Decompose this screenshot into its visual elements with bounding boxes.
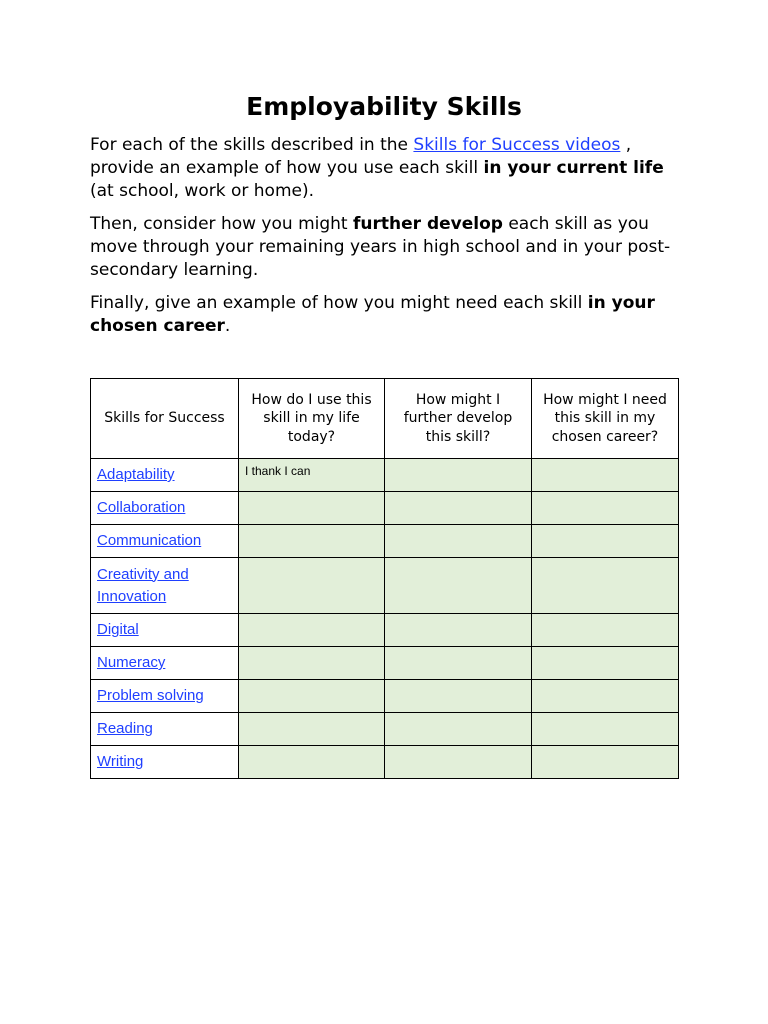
skill-link-digital[interactable]: Digital — [97, 621, 139, 638]
table-row — [91, 647, 679, 680]
answer-cell-career[interactable] — [532, 614, 679, 647]
answer-cell-career[interactable] — [532, 713, 679, 746]
skill-cell — [91, 680, 239, 713]
intro-p3-text-after: . — [224, 316, 231, 336]
skill-link-problem-solving[interactable]: Problem solving — [97, 687, 204, 704]
intro-paragraph-2 — [90, 213, 690, 282]
skill-link-numeracy[interactable]: Numeracy — [97, 654, 166, 671]
intro-p2-text-before: Then, consider how you might — [90, 214, 353, 234]
page-title: Employability Skills — [246, 92, 522, 121]
answer-cell-develop[interactable] — [385, 713, 532, 746]
header-chosen-career: How might I need this skill in my chosen career? — [532, 379, 679, 459]
answer-cell-today[interactable] — [239, 680, 385, 713]
intro-p3-text-before: Finally, give an example of how you might need each skill — [90, 293, 588, 313]
answer-cell-career[interactable] — [532, 459, 679, 492]
answer-cell-today[interactable] — [239, 558, 385, 614]
skill-cell — [91, 647, 239, 680]
answer-cell-today[interactable] — [239, 713, 385, 746]
table-row — [91, 492, 679, 525]
intro-paragraph-3 — [90, 292, 690, 338]
table-row — [91, 680, 679, 713]
answer-cell-today[interactable] — [239, 525, 385, 558]
skill-link-communication[interactable]: Communication — [97, 532, 202, 549]
table-row — [91, 459, 679, 492]
intro-p1-text-after: (at school, work or home). — [90, 181, 314, 201]
table-row — [91, 558, 679, 614]
table-row — [91, 525, 679, 558]
skill-link-writing[interactable]: Writing — [97, 753, 144, 770]
answer-cell-career[interactable] — [532, 492, 679, 525]
skills-for-success-videos-link[interactable]: Skills for Success videos — [413, 135, 621, 155]
answer-cell-develop[interactable] — [385, 558, 532, 614]
skills-table — [90, 378, 679, 779]
header-use-today: How do I use this skill in my life today? — [239, 379, 385, 459]
skill-link-reading[interactable]: Reading — [97, 720, 153, 737]
intro-p3-bold: in your chosen career — [90, 293, 655, 336]
intro-p1-text-before: For each of the skills described in the — [90, 135, 414, 155]
skill-cell — [91, 558, 239, 614]
answer-cell-develop[interactable] — [385, 746, 532, 779]
header-further-develop: How might I further develop this skill? — [385, 379, 532, 459]
answer-cell-career[interactable] — [532, 525, 679, 558]
intro-p1-text-mid: , provide an example of how you use each skill — [90, 135, 632, 178]
skill-cell — [91, 713, 239, 746]
skill-cell — [91, 746, 239, 779]
answer-cell-develop[interactable] — [385, 614, 532, 647]
answer-cell-develop[interactable] — [385, 525, 532, 558]
skill-link-creativity-and-innovation[interactable]: Creativity and Innovation — [97, 565, 189, 605]
skill-cell — [91, 525, 239, 558]
intro-p1-bold: in your current life — [483, 158, 664, 178]
answer-cell-career[interactable] — [532, 680, 679, 713]
answer-cell-career[interactable] — [532, 647, 679, 680]
answer-cell-today[interactable] — [239, 492, 385, 525]
answer-cell-develop[interactable] — [385, 647, 532, 680]
answer-cell-today[interactable] — [239, 614, 385, 647]
answer-cell-develop[interactable] — [385, 459, 532, 492]
header-skills-for-success: Skills for Success — [91, 379, 239, 459]
skill-link-adaptability[interactable]: Adaptability — [97, 466, 175, 483]
answer-cell-today[interactable]: I thank I can — [239, 459, 385, 492]
table-row — [91, 614, 679, 647]
answer-cell-career[interactable] — [532, 746, 679, 779]
answer-cell-develop[interactable] — [385, 492, 532, 525]
table-row — [91, 713, 679, 746]
table-header-row — [91, 379, 679, 459]
table-row — [91, 746, 679, 779]
answer-cell-today[interactable] — [239, 746, 385, 779]
skill-link-collaboration[interactable]: Collaboration — [97, 499, 186, 516]
answer-cell-today[interactable] — [239, 647, 385, 680]
skill-cell — [91, 459, 239, 492]
skill-cell — [91, 492, 239, 525]
answer-cell-career[interactable] — [532, 558, 679, 614]
intro-p2-bold: further develop — [353, 214, 503, 234]
skill-cell — [91, 614, 239, 647]
intro-p2-text-after: each skill as you move through your remaining years in high school and in your post-secondary learning. — [90, 214, 671, 280]
intro-paragraph-1 — [90, 134, 690, 203]
answer-cell-develop[interactable] — [385, 680, 532, 713]
